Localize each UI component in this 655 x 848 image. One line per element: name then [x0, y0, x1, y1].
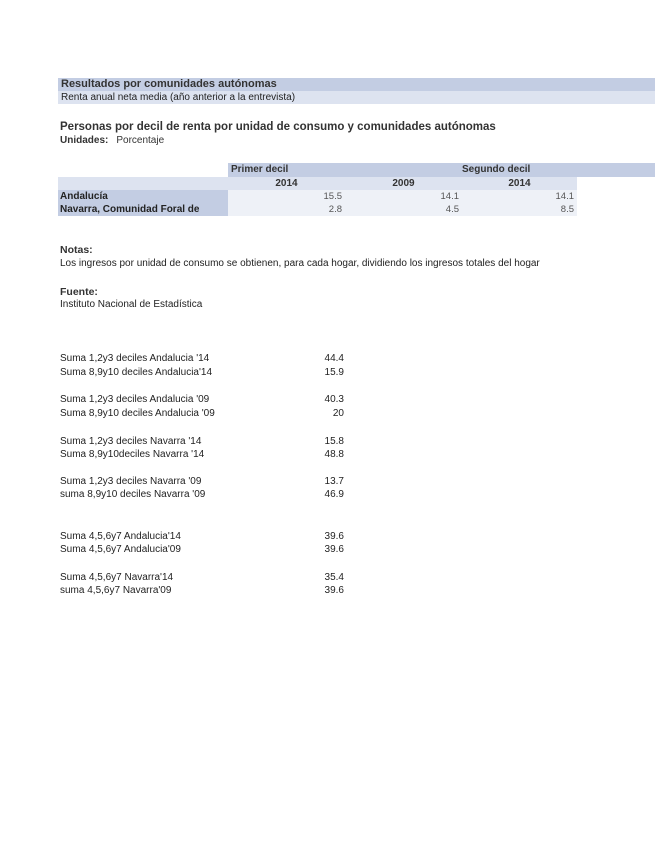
table-cell: 14.1 — [345, 190, 462, 203]
sum-label: Suma 1,2y3 deciles Navarra '09 — [60, 476, 202, 487]
notes-text: Los ingresos por unidad de consumo se obtienen, para cada hogar, dividiendo los ingresos totales del hogar — [60, 258, 540, 269]
page-title: Resultados por comunidades autónomas — [61, 78, 277, 90]
table-cell: 2.8 — [228, 203, 345, 216]
sum-value: 13.7 — [324, 476, 344, 487]
group-header-segundo: Segundo decil — [462, 164, 531, 175]
sum-value: 15.9 — [324, 367, 344, 378]
table-cell: 8.5 — [462, 203, 577, 216]
sum-label: Suma 4,5,6y7 Andalucia'09 — [60, 544, 181, 555]
year-header: 2014 — [508, 178, 531, 189]
title-band — [58, 78, 655, 91]
sum-value: 35.4 — [324, 572, 344, 583]
sum-value: 20 — [332, 408, 344, 419]
section-heading: Personas por decil de renta por unidad de consumo y comunidades autónomas — [60, 121, 496, 133]
sum-label: Suma 4,5,6y7 Navarra'14 — [60, 572, 174, 583]
row-label-andalucia: Andalucía — [58, 190, 228, 203]
source-text: Instituto Nacional de Estadística — [60, 299, 203, 310]
notes-title: Notas: — [60, 244, 93, 256]
table-cell: 14.1 — [462, 190, 577, 203]
sum-label: Suma 8,9y10 deciles Andalucia '09 — [60, 408, 215, 419]
year-header: 2009 — [392, 178, 415, 189]
sum-value: 39.6 — [324, 531, 344, 542]
sum-value: 15.8 — [324, 436, 344, 447]
sum-label: Suma 1,2y3 deciles Navarra '14 — [60, 436, 202, 447]
sum-label: suma 8,9y10 deciles Navarra '09 — [60, 489, 206, 500]
sum-label: Suma 1,2y3 deciles Andalucia '14 — [60, 353, 210, 364]
sum-value: 44.4 — [324, 353, 344, 364]
subtitle-band — [58, 91, 655, 104]
sum-label: suma 4,5,6y7 Navarra'09 — [60, 585, 172, 596]
row-label-navarra: Navarra, Comunidad Foral de — [58, 203, 228, 216]
table-cell: 4.5 — [345, 203, 462, 216]
units-line — [60, 135, 164, 146]
sum-value: 46.9 — [324, 489, 344, 500]
year-header: 2014 — [275, 178, 298, 189]
page-subtitle: Renta anual neta media (año anterior a la entrevista) — [61, 92, 296, 103]
sum-value: 48.8 — [324, 449, 344, 460]
sum-value: 39.6 — [324, 544, 344, 555]
source-title: Fuente: — [60, 286, 98, 298]
table-cell: 15.5 — [228, 190, 345, 203]
sum-value: 39.6 — [324, 585, 344, 596]
units-value: Porcentaje — [116, 135, 165, 146]
group-header-row — [228, 163, 655, 177]
sum-label: Suma 8,9y10 deciles Andalucia'14 — [60, 367, 213, 378]
sum-value: 40.3 — [324, 394, 344, 405]
sum-label: Suma 4,5,6y7 Andalucia'14 — [60, 531, 181, 542]
sum-label: Suma 8,9y10deciles Navarra '14 — [60, 449, 205, 460]
group-header-primer: Primer decil — [231, 164, 289, 175]
units-label: Unidades: — [60, 135, 109, 146]
sum-label: Suma 1,2y3 deciles Andalucia '09 — [60, 394, 210, 405]
